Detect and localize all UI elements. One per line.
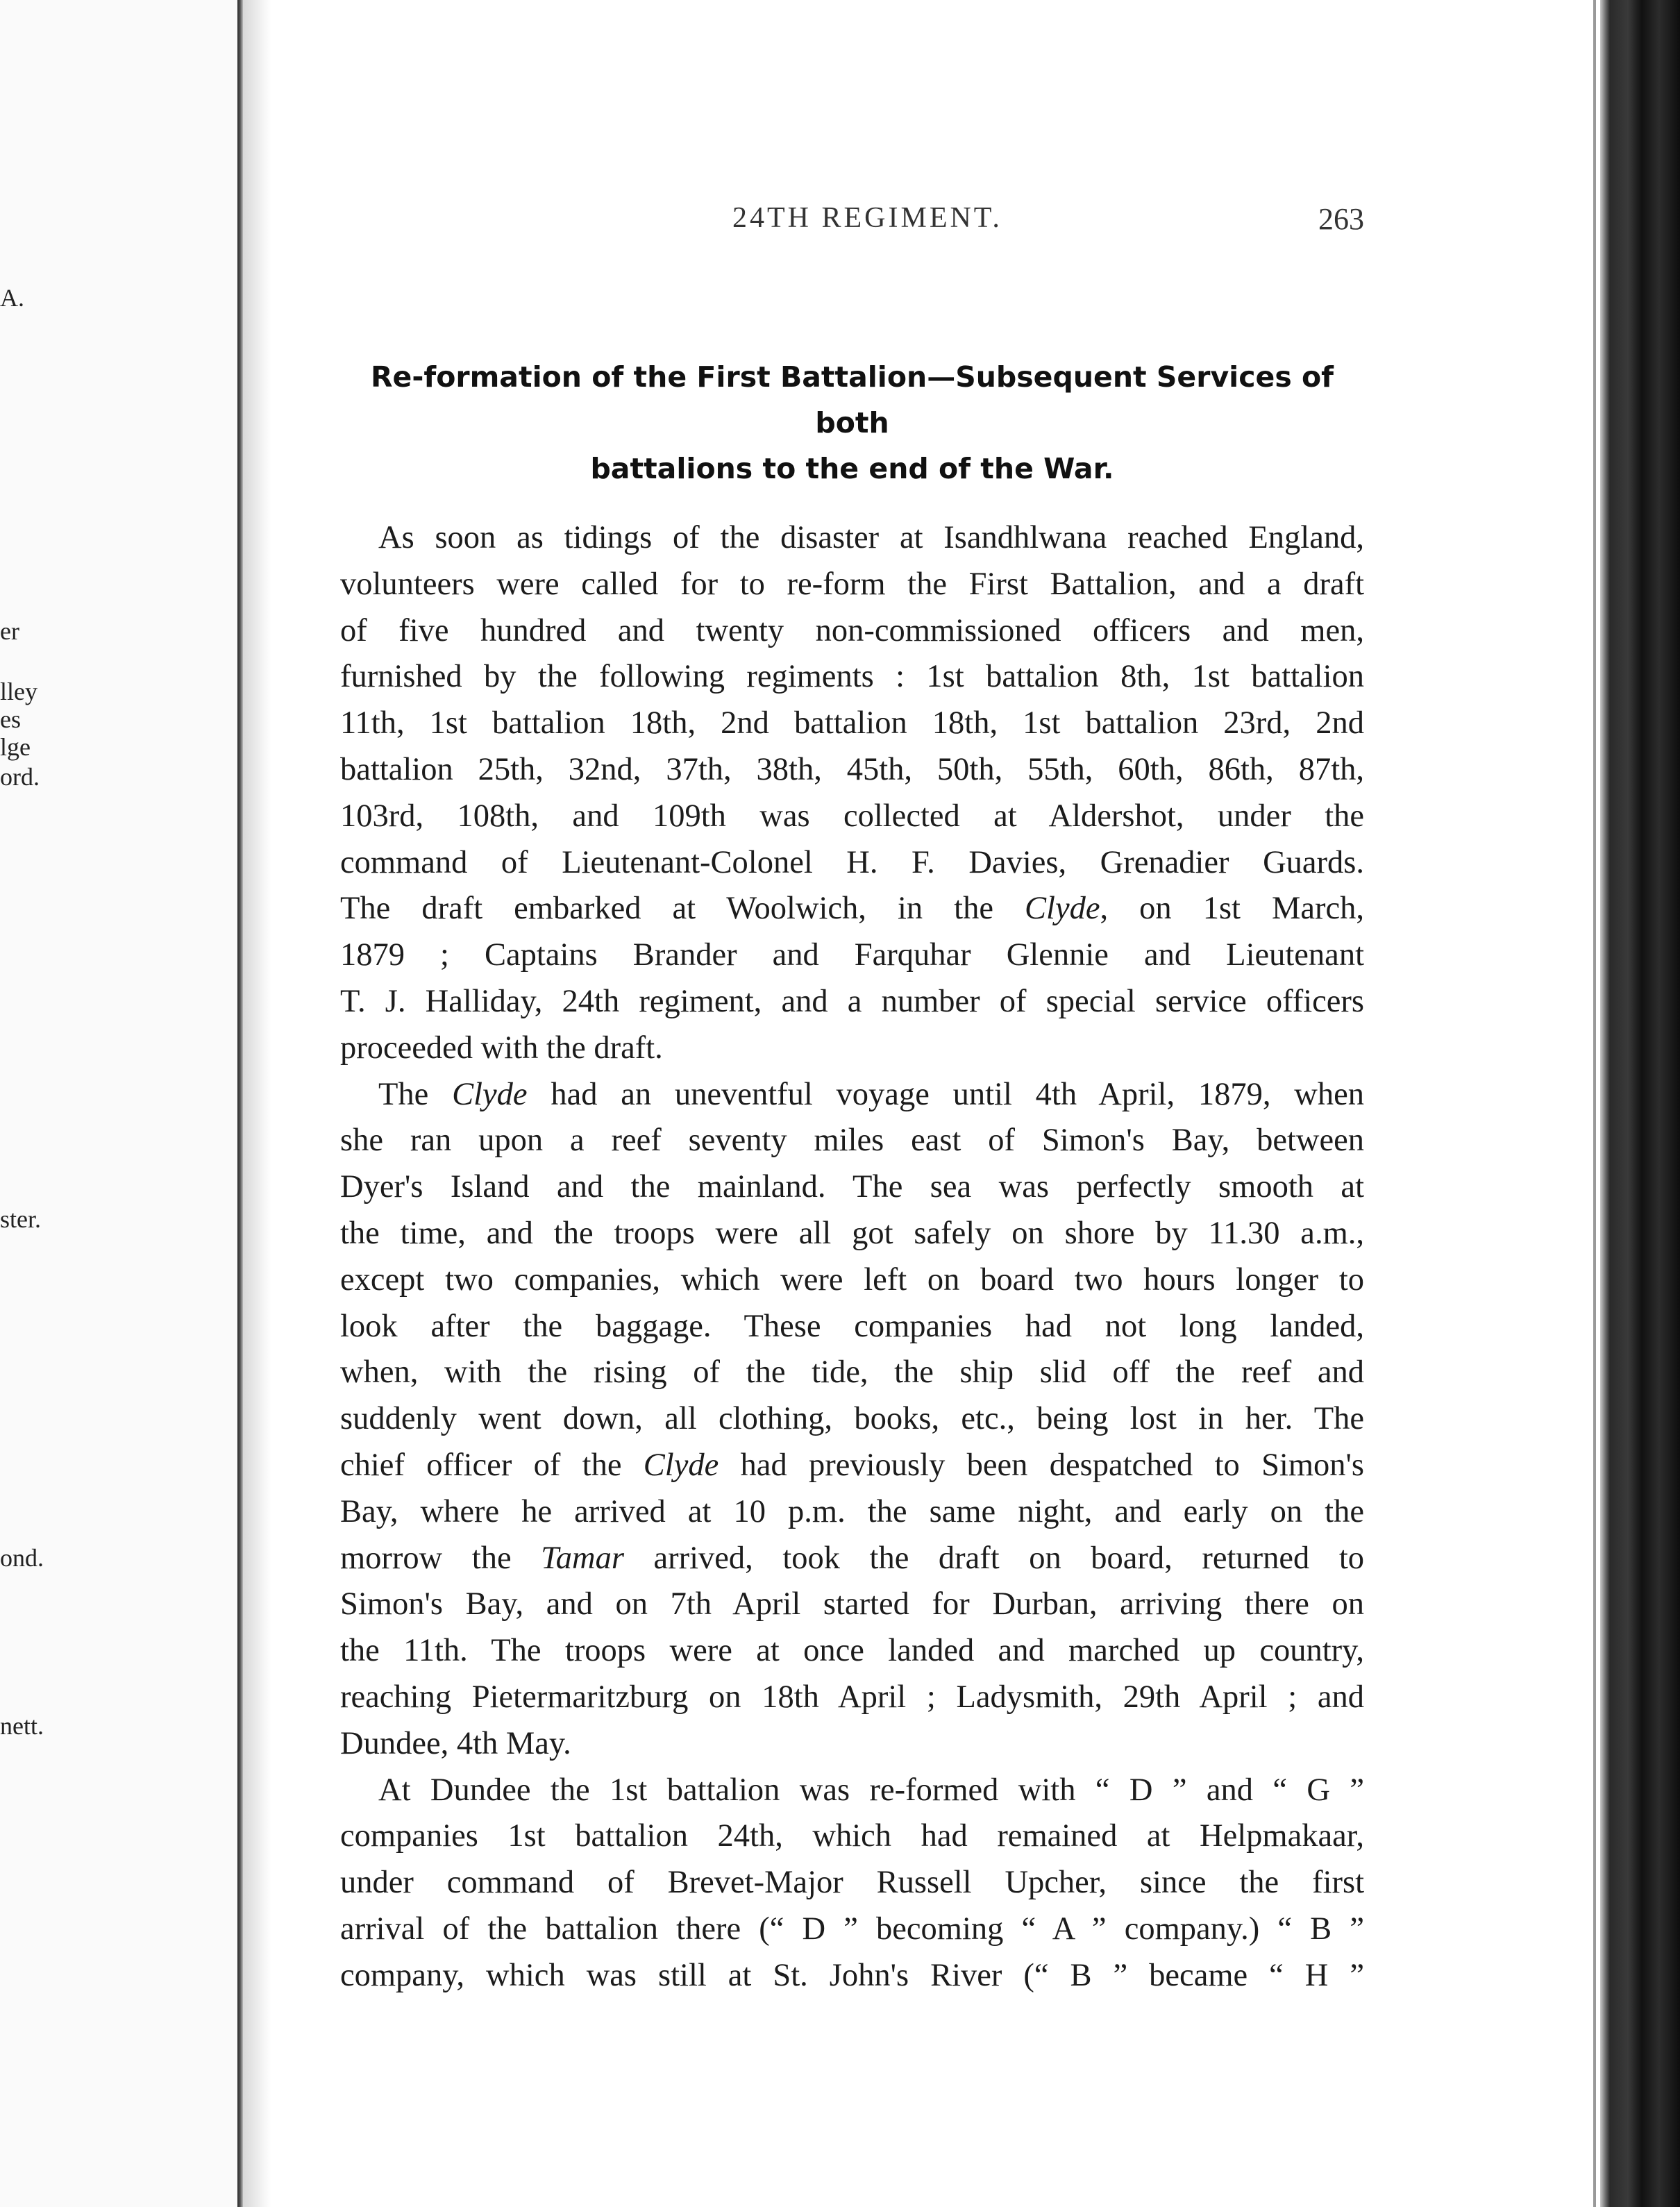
- text-line: company, which was still at St. John's River (“ B ” became “ H ”: [340, 1957, 1364, 1993]
- running-head: [340, 201, 1364, 243]
- facing-page-fragment: es: [0, 705, 21, 733]
- page-edge-line: [1593, 0, 1596, 2207]
- text-line: 103rd, 108th, and 109th was collected at Aldershot, under the: [340, 798, 1364, 834]
- text-line: At Dundee the 1st battalion was re-formed with “ D ” and “ G ”: [378, 1772, 1364, 1808]
- gutter-shadow: [243, 0, 271, 2207]
- text-line: battalion 25th, 32nd, 37th, 38th, 45th, 50th, 55th, 60th, 86th, 87th,: [340, 751, 1364, 787]
- text-line: 11th, 1st battalion 18th, 2nd battalion 18th, 1st battalion 23rd, 2nd: [340, 705, 1364, 741]
- ship-name: Tamar: [541, 1540, 624, 1576]
- gutter-line: [237, 0, 243, 2207]
- text-line: Bay, where he arrived at 10 p.m. the same night, and early on the: [340, 1493, 1364, 1529]
- text-line: Dyer's Island and the mainland. The sea was perfectly smooth at: [340, 1169, 1364, 1205]
- facing-page-fragment: ond.: [0, 1544, 44, 1572]
- text-line: volunteers were called for to re-form the First Battalion, and a draft: [340, 566, 1364, 602]
- text-line: companies 1st battalion 24th, which had remained at Helpmakaar,: [340, 1818, 1364, 1854]
- facing-page-fragment: ster.: [0, 1205, 41, 1233]
- facing-page-fragment: nett.: [0, 1712, 44, 1740]
- text-line: 1879 ; Captains Brander and Farquhar Glennie and Lieutenant: [340, 937, 1364, 973]
- text-line: As soon as tidings of the disaster at Isandhlwana reached England,: [378, 520, 1364, 555]
- text-line: [340, 1536, 1364, 1582]
- text-line: she ran upon a reef seventy miles east of Simon's Bay, between: [340, 1123, 1364, 1159]
- facing-page-fragment: A.: [0, 284, 24, 312]
- text-line: [340, 1072, 1364, 1118]
- text-line: furnished by the following regiments : 1st battalion 8th, 1st battalion: [340, 659, 1364, 695]
- facing-page-fragment: lge: [0, 733, 31, 761]
- text-line: except two companies, which were left on board two hours longer to: [340, 1261, 1364, 1298]
- book-edge: [1600, 0, 1680, 2207]
- ship-name: Clyde: [452, 1076, 528, 1112]
- text-run: The draft embarked at Woolwich, in the: [340, 891, 1025, 927]
- text-line: Simon's Bay, and on 7th April started for Durban, arriving there on: [340, 1586, 1364, 1622]
- text-line: T. J. Halliday, 24th regiment, and a number of special service officers: [340, 983, 1364, 1019]
- text-line: arrival of the battalion there (“ D ” becoming “ A ” company.) “ B ”: [340, 1911, 1364, 1947]
- text-line: command of Lieutenant-Colonel H. F. Davies, Grenadier Guards.: [340, 844, 1364, 880]
- text-run: had previously been despatched to Simon's: [719, 1447, 1364, 1483]
- text-run: morrow the: [340, 1540, 541, 1576]
- text-line: suddenly went down, all clothing, books, etc., being lost in her. The: [340, 1401, 1364, 1437]
- text-line: look after the baggage. These companies had not long landed,: [340, 1308, 1364, 1344]
- text-line: proceeded with the draft.: [340, 1030, 663, 1066]
- text-line: the 11th. The troops were at once landed and marched up country,: [340, 1633, 1364, 1669]
- section-heading: [340, 354, 1364, 492]
- text-run: arrived, took the draft on board, returned to: [623, 1540, 1364, 1576]
- ship-name: Clyde: [643, 1447, 719, 1483]
- facing-page-fragment: er: [0, 617, 19, 645]
- facing-page-fragment: lley: [0, 678, 37, 705]
- facing-page-fragment: ord.: [0, 763, 40, 791]
- page-number: 263: [1318, 202, 1364, 236]
- page-content: [340, 201, 1364, 1999]
- text-line: under command of Brevet-Major Russell Upcher, since the first: [340, 1865, 1364, 1901]
- text-line: of five hundred and twenty non-commissioned officers and men,: [340, 612, 1364, 648]
- paragraph-2: [340, 1072, 1364, 1768]
- body-text: [340, 515, 1364, 1999]
- text-line: reaching Pietermaritzburg on 18th April ; Ladysmith, 29th April ; and: [340, 1679, 1364, 1715]
- text-line: when, with the rising of the tide, the ship slid off the reef and: [340, 1354, 1364, 1391]
- running-title: 24TH REGIMENT.: [732, 202, 1002, 234]
- paragraph-3: [340, 1768, 1364, 1999]
- paragraph-1: [340, 515, 1364, 1072]
- ship-name: Clyde: [1025, 891, 1100, 927]
- text-line: Dundee, 4th May.: [340, 1725, 571, 1761]
- text-run: had an uneventful voyage until 4th April, 1879, when: [527, 1076, 1364, 1112]
- heading-line: battalions to the end of the War.: [590, 452, 1114, 485]
- text-line: [340, 1443, 1364, 1489]
- facing-page: [0, 0, 240, 2207]
- text-run: chief officer of the: [340, 1447, 644, 1483]
- heading-line: Re-formation of the First Battalion—Subsequent Services of both: [370, 360, 1334, 439]
- text-line: the time, and the troops were all got safely on shore by 11.30 a.m.,: [340, 1215, 1364, 1251]
- text-line: [340, 886, 1364, 932]
- text-run: The: [378, 1076, 453, 1112]
- text-run: , on 1st March,: [1100, 891, 1364, 927]
